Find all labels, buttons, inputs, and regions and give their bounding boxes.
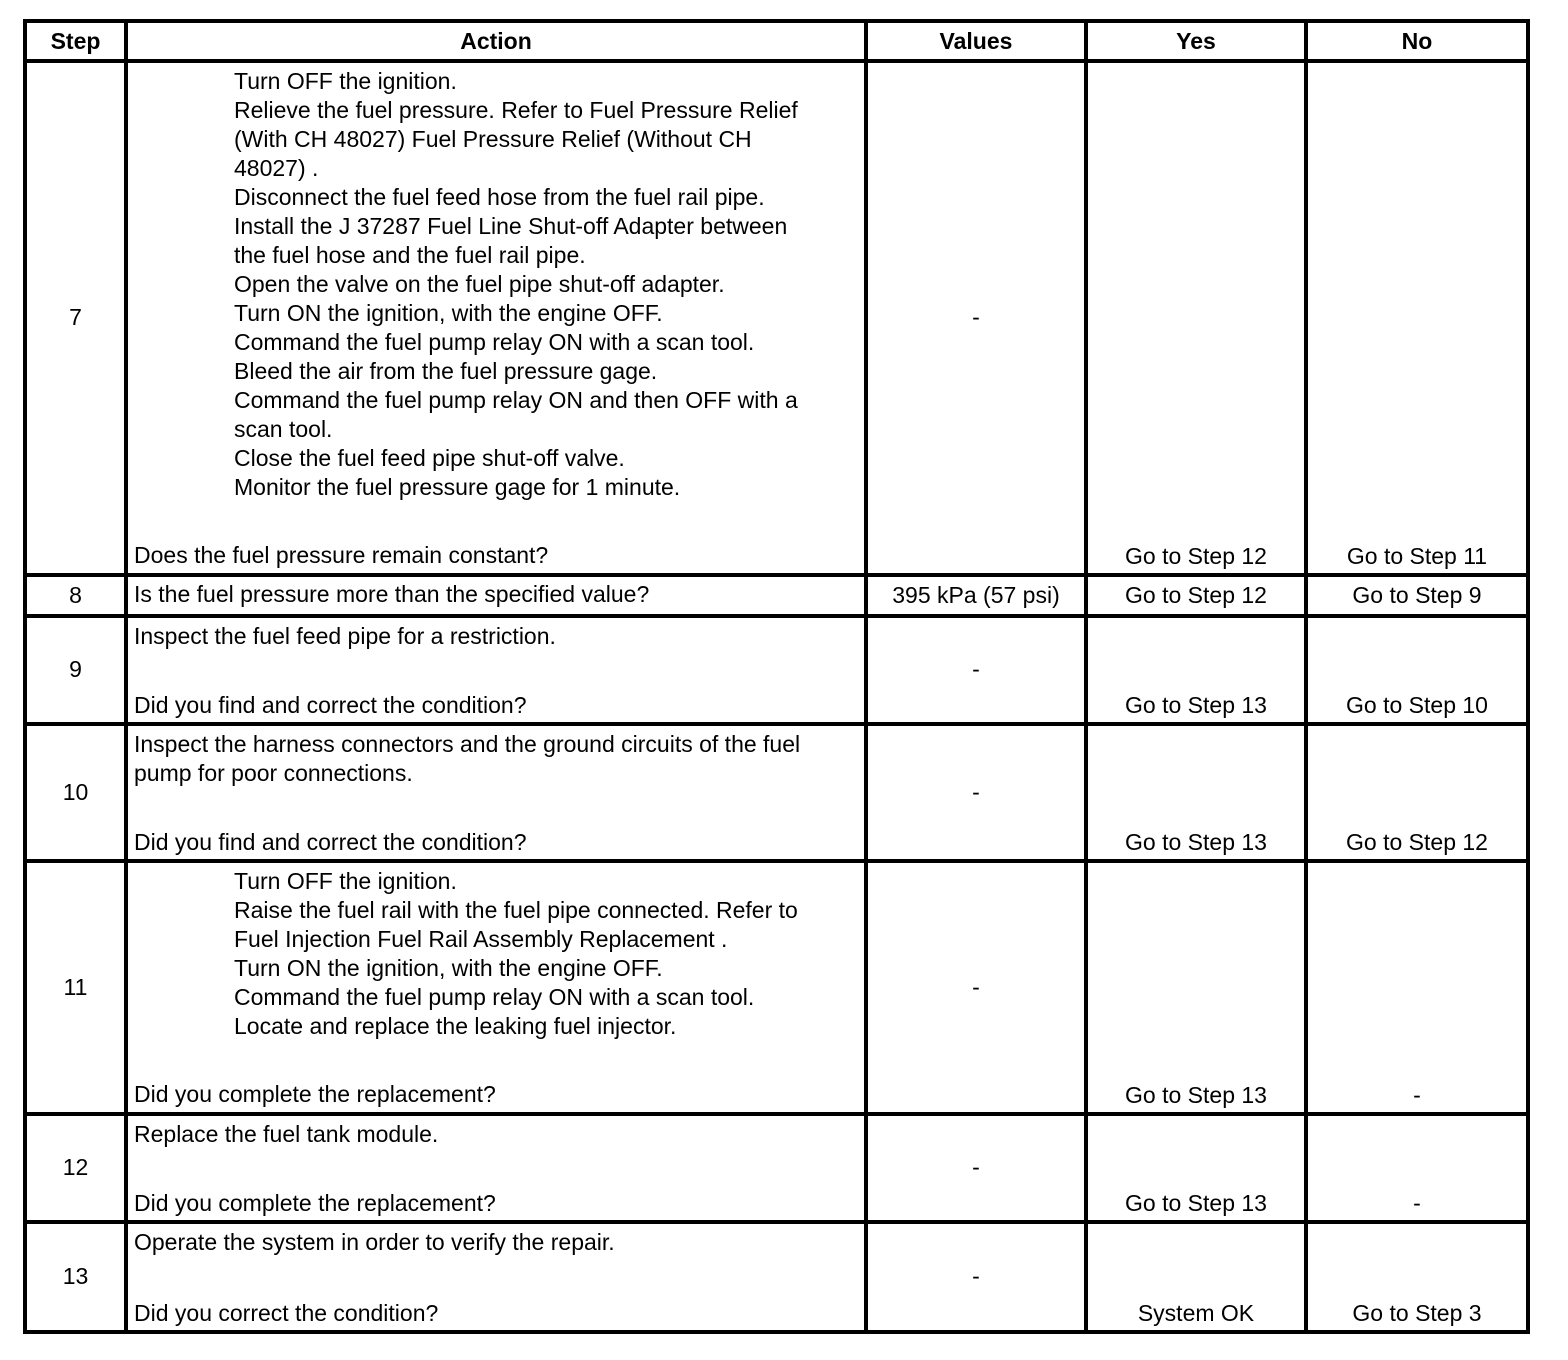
yes-cell: Go to Step 13 [1086,616,1306,724]
procedure-line: Relieve the fuel pressure. Refer to Fuel Pressure Relief [234,97,798,123]
table-row [25,861,1528,1113]
diagnostic-table [23,19,1530,1334]
value-cell: - [866,616,1086,724]
action-question: Did you complete the replacement? [134,1081,496,1108]
step-number: 11 [25,861,126,1113]
procedure-line: Open the valve on the fuel pipe shut-off adapter. [234,271,725,297]
yes-cell: Go to Step 12 [1086,61,1306,575]
action-question: Did you correct the condition? [134,1299,439,1326]
procedure-steps [134,867,856,1041]
procedure-line: the fuel hose and the fuel rail pipe. [234,242,586,268]
procedure-line: 48027) . [234,155,319,181]
header-row [25,21,1528,61]
procedure-line: Locate and replace the leaking fuel injector. [234,1013,677,1040]
action-line: Inspect the harness connectors and the ground circuits of the fuel [134,731,801,758]
value-cell: - [866,1222,1086,1332]
procedure-line: Fuel Injection Fuel Rail Assembly Replacement . [234,926,728,953]
no-cell: Go to Step 12 [1306,724,1528,861]
value-cell: - [866,1114,1086,1222]
action-cell [126,616,866,724]
procedure-line: Raise the fuel rail with the fuel pipe connected. Refer to [234,897,798,924]
table-row [25,724,1528,861]
procedure-line: Turn OFF the ignition. [234,868,457,895]
value-cell: - [866,724,1086,861]
step-number: 12 [25,1114,126,1222]
table-row [25,61,1528,575]
table-row [25,1114,1528,1222]
action-question: Did you find and correct the condition? [134,691,527,718]
header-action: Action [126,21,866,61]
step-number: 13 [25,1222,126,1332]
step-number: 8 [25,575,126,616]
value-cell: 395 kPa (57 psi) [866,575,1086,616]
step-number: 10 [25,724,126,861]
action-cell [126,724,866,861]
no-cell: Go to Step 3 [1306,1222,1528,1332]
action-question: Does the fuel pressure remain constant? [134,542,549,568]
procedure-line: Turn ON the ignition, with the engine OFF. [234,300,663,326]
action-line: Operate the system in order to verify the repair. [134,1228,615,1255]
procedure-line: Bleed the air from the fuel pressure gage. [234,358,658,384]
no-cell: - [1306,861,1528,1113]
no-cell: Go to Step 10 [1306,616,1528,724]
step-number: 7 [25,61,126,575]
yes-cell: System OK [1086,1222,1306,1332]
header-no: No [1306,21,1528,61]
procedure-line: Command the fuel pump relay ON with a scan tool. [234,984,755,1011]
value-cell: - [866,61,1086,575]
header-yes: Yes [1086,21,1306,61]
action-cell [126,1222,866,1332]
procedure-line: Command the fuel pump relay ON and then OFF with a [234,387,798,413]
header-values: Values [866,21,1086,61]
action-cell [126,575,866,616]
value-cell: - [866,861,1086,1113]
yes-cell: Go to Step 13 [1086,861,1306,1113]
procedure-line: Command the fuel pump relay ON with a scan tool. [234,329,755,355]
table-row [25,616,1528,724]
action-question: Is the fuel pressure more than the specified value? [134,580,650,607]
action-question: Did you find and correct the condition? [134,829,527,856]
yes-cell: Go to Step 13 [1086,724,1306,861]
action-cell [126,861,866,1113]
action-line: pump for poor connections. [134,760,413,787]
action-cell [126,61,866,575]
procedure-line: Install the J 37287 Fuel Line Shut-off Adapter between [234,213,788,239]
action-cell [126,1114,866,1222]
action-line: Replace the fuel tank module. [134,1120,439,1147]
procedure-line: Disconnect the fuel feed hose from the fuel rail pipe. [234,184,765,210]
step-number: 9 [25,616,126,724]
yes-cell: Go to Step 12 [1086,575,1306,616]
no-cell: - [1306,1114,1528,1222]
action-question: Did you complete the replacement? [134,1189,496,1216]
no-cell: Go to Step 9 [1306,575,1528,616]
procedure-line: scan tool. [234,416,333,442]
procedure-line: Close the fuel feed pipe shut-off valve. [234,445,625,471]
procedure-line: (With CH 48027) Fuel Pressure Relief (Without CH [234,126,752,152]
yes-cell: Go to Step 13 [1086,1114,1306,1222]
header-step: Step [25,21,126,61]
procedure-line: Monitor the fuel pressure gage for 1 minute. [234,474,681,500]
table-row [25,575,1528,616]
no-cell: Go to Step 11 [1306,61,1528,575]
procedure-steps [134,67,856,502]
table-row [25,1222,1528,1332]
procedure-line: Turn OFF the ignition. [234,68,457,94]
action-line: Inspect the fuel feed pipe for a restriction. [134,622,556,649]
procedure-line: Turn ON the ignition, with the engine OFF. [234,955,663,982]
